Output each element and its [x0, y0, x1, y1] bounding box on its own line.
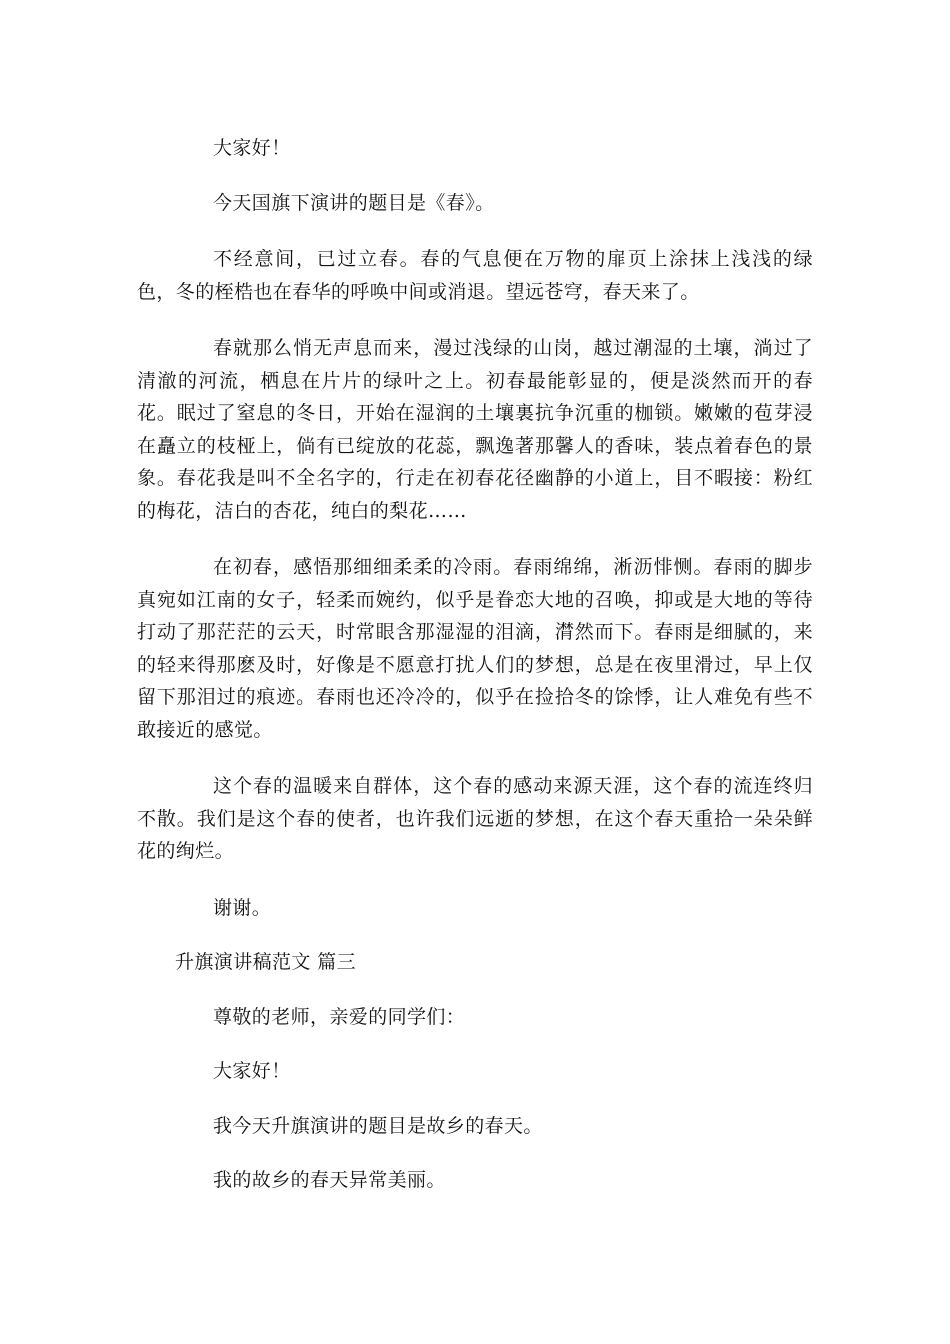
paragraph-hometown-spring: 我的故乡的春天异常美丽。 — [213, 1169, 446, 1191]
document-body — [137, 132, 813, 1219]
paragraph-salutation: 尊敬的老师，亲爱的同学们： — [213, 1005, 466, 1028]
paragraph-topic-2: 我今天升旗演讲的题目是故乡的春天。 — [213, 1114, 543, 1137]
paragraph-greeting-2: 大家好！ — [213, 1060, 291, 1082]
paragraph-spring-flowers: 春就那么悄无声息而来，漫过浅绿的山岗，越过潮湿的土壤，淌过了清澈的河流，栖息在片片的绿叶之上。初春最能彰显的，便是淡然而开的春花。眠过了窒息的冬日，开始在湿润的土壤裏抗争沉重的枷锁。嫩嫩的苞芽浸在矗立的枝桠上，倘有已绽放的花蕊，飘逸著那馨人的香味，装点着春色的景象。春花我是叫不全名字的，行走在初春花径幽静的小道上，目不暇接：粉红的梅花，洁白的杏花，纯白的梨花…… — [137, 337, 813, 522]
paragraph-greeting: 大家好！ — [213, 137, 291, 159]
section-heading: 升旗演讲稿范文 篇三 — [175, 951, 357, 973]
paragraph-topic: 今天国旗下演讲的题目是《春》。 — [213, 191, 495, 214]
paragraph-spring-rain: 在初春，感悟那细细柔柔的冷雨。春雨绵绵，淅沥悱恻。春雨的脚步真宛如江南的女子，轻柔而婉约，似乎是眷恋大地的召唤，抑或是大地的等待打动了那茫茫的云天，时常眼含那湿湿的泪滴，潸然而下。春雨是细腻的，来的轻来得那麽及时，好像是不愿意打扰人们的梦想，总是在夜里滑过，早上仅留下那泪过的痕迹。春雨也还冷冷的，似乎在捡拾冬的馀悸，让人难免有些不敢接近的感觉。 — [137, 556, 813, 741]
paragraph-spring-warmth: 这个春的温暖来自群体，这个春的感动来源天涯，这个春的流连终归不散。我们是这个春的使者，也许我们远逝的梦想，在这个春天重拾一朵朵鲜花的绚烂。 — [137, 775, 813, 862]
paragraph-thanks: 谢谢。 — [213, 896, 272, 919]
paragraph-spring-arrives: 不经意间，已过立春。春的气息便在万物的扉页上涂抹上浅浅的绿色，冬的桎梏也在春华的呼唤中间或消退。望远苍穹，春天来了。 — [137, 248, 813, 303]
